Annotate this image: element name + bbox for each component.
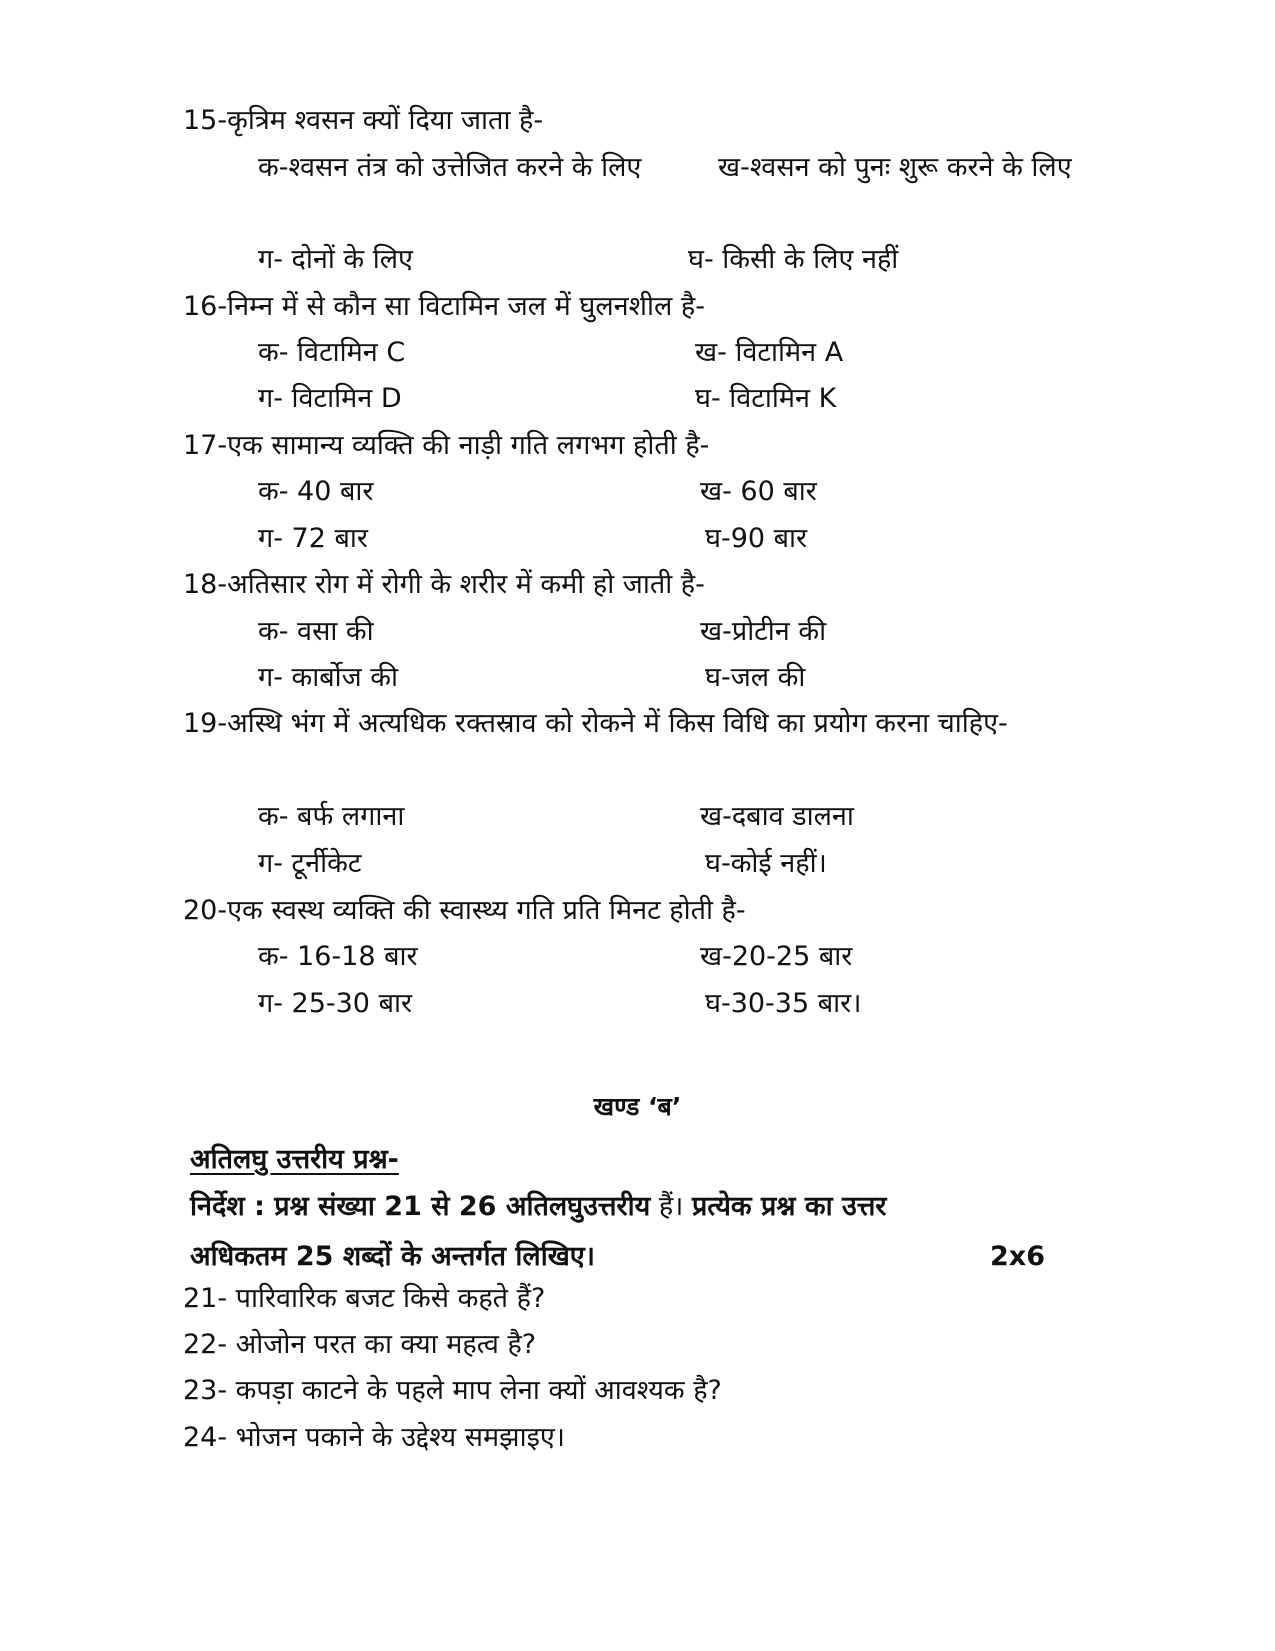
option-d: घ- विटामिन K: [695, 383, 837, 414]
question-number: 17-: [183, 430, 228, 461]
option-b: ख- विटामिन A: [695, 337, 844, 368]
option-d: घ-30-35 बार।: [705, 988, 862, 1019]
option-c: ग- टूर्नीकेट: [258, 848, 362, 879]
option-b: ख-श्वसन को पुनः शुरू करने के लिए: [718, 152, 1072, 183]
option-b: ख-प्रोटीन की: [700, 616, 827, 647]
option-c: ग- दोनों के लिए: [258, 244, 413, 275]
option-c: ग- 25-30 बार: [258, 988, 413, 1019]
question-18: [183, 568, 705, 602]
option-c: ग- कार्बोज की: [258, 662, 399, 693]
marks-label: 2x6: [990, 1241, 1045, 1272]
option-d: घ-90 बार: [705, 523, 808, 554]
option-a: क- वसा की: [258, 616, 374, 647]
section-instruction: [190, 1182, 1115, 1282]
option-b: ख-दबाव डालना: [700, 801, 854, 832]
question-text: एक स्वस्थ व्यक्ति की स्वास्थ्य गति प्रति मिनट होती है-: [227, 895, 746, 926]
option-a: क- 16-18 बार: [258, 941, 418, 972]
option-a: क- 40 बार: [258, 476, 374, 507]
question-number: 20-: [183, 895, 228, 926]
instruction-bold-part-3: अधिकतम 25 शब्दों के अन्तर्गत लिखिए।: [190, 1241, 595, 1272]
question-text: अतिसार रोग में रोगी के शरीर में कमी हो जाती है-: [227, 569, 705, 600]
question-number: 16-: [183, 291, 228, 322]
question-19: [183, 700, 1118, 748]
option-a: क- बर्फ लगाना: [258, 801, 405, 832]
question-number: 18-: [183, 569, 228, 600]
question-text: निम्न में से कौन सा विटामिन जल में घुलनशील है-: [227, 291, 705, 322]
short-question-23: 23- कपड़ा काटने के पहले माप लेना क्यों आवश्यक है?: [183, 1375, 722, 1406]
option-d: घ-कोई नहीं।: [705, 848, 827, 879]
question-text: कृत्रिम श्वसन क्यों दिया जाता है-: [227, 105, 544, 136]
short-question-24: 24- भोजन पकाने के उद्देश्य समझाइए।: [183, 1422, 566, 1453]
question-15: [183, 104, 543, 138]
question-number: 15-: [183, 105, 228, 136]
question-20: [183, 894, 746, 928]
question-text: एक सामान्य व्यक्ति की नाड़ी गति लगभग होती है-: [227, 430, 710, 461]
option-c: ग- विटामिन D: [258, 383, 402, 414]
instruction-bold-part-2: प्रत्येक प्रश्न का उत्तर: [692, 1191, 887, 1222]
question-16: [183, 290, 705, 324]
instruction-plain-part: हैं।: [650, 1191, 692, 1222]
instruction-line-2: [190, 1232, 1115, 1282]
question-number: 19-: [183, 708, 228, 739]
question-text: अस्थि भंग में अत्यधिक रक्तस्राव को रोकने में किस विधि का प्रयोग करना चाहिए-: [227, 708, 1008, 739]
option-c: ग- 72 बार: [258, 523, 368, 554]
option-d: घ- किसी के लिए नहीं: [688, 244, 899, 275]
option-a: क- विटामिन C: [258, 337, 406, 368]
option-b: ख-20-25 बार: [700, 941, 853, 972]
question-17: [183, 429, 709, 463]
instruction-bold-part-1: निर्देश : प्रश्न संख्या 21 से 26 अतिलघुउत्तरीय: [190, 1191, 651, 1222]
short-question-21: 21- पारिवारिक बजट किसे कहते हैं?: [183, 1283, 546, 1314]
option-b: ख- 60 बार: [700, 476, 817, 507]
short-question-22: 22- ओजोन परत का क्या महत्व है?: [183, 1329, 537, 1360]
option-d: घ-जल की: [705, 662, 806, 693]
option-a: क-श्वसन तंत्र को उत्तेजित करने के लिए: [258, 152, 642, 183]
section-title: खण्ड ‘ब’: [593, 1092, 682, 1121]
section-subheading: अतिलघु उत्तरीय प्रश्न-: [190, 1144, 399, 1175]
